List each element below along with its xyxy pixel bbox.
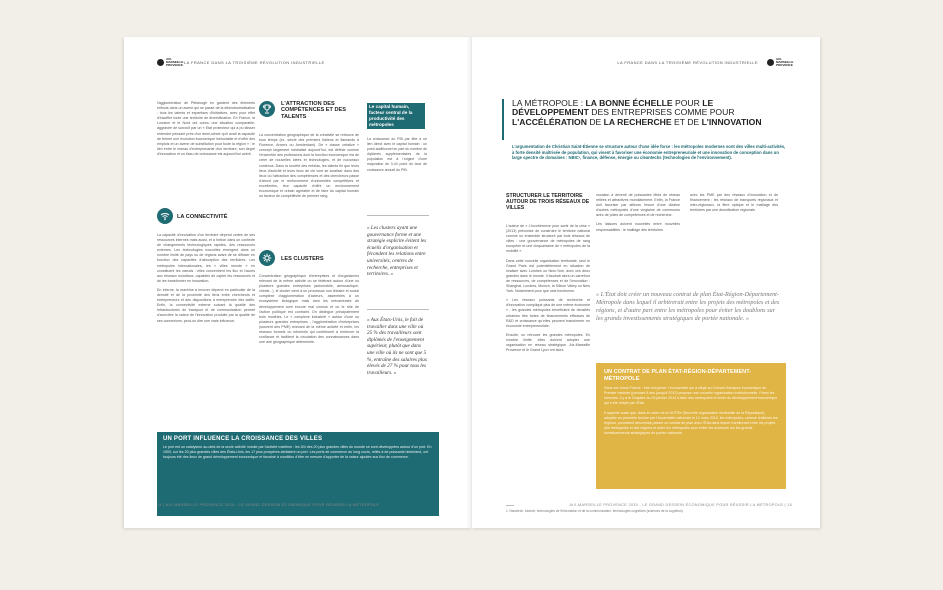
- column-1: [506, 224, 590, 494]
- paragraph: Dans cette nouvelle organisation territoriale, seul le Grand Paris est potentiellement en situation de rivaliser avec Londres ou New-York, avec ces deux grandes dans le monde. Il faudrait alors un carrefour de ressources, de compétences et de l'innovation : Shanghai, Londres, Munich, la Silicon Valley ou New York. Notamment pour que cela fonctionne.: [506, 258, 590, 294]
- connectivite-paragraph: La capacité d'innovation d'un territoire dépend certes de ses ressources internes mais aussi, et à fortiori dans un contexte de changements technologiques rapides, des ressources externes. Les technologies nouvelles émergent dans un nombre limité de pays ou de régions avant de se diffuser en fonction des capacités d'absorption des territoires. Les métropoles internationales, les « villes monde » en constituent les nœuds : elles concentrent les flux et l'accès aux réseaux mondiaux, capables de capter les ressources et de les transformer en innovation.: [157, 233, 255, 283]
- intro-text: [157, 101, 255, 161]
- logo-text: AIX-MARSEILLE PROVENCE: [776, 57, 794, 67]
- paragraph: L'auteur de « L'incohérence pour sortir de la crise » (2013) préconise de construire le territoire national comme un ensemble structuré par trois réseaux de villes : une gouvernance de métropoles de rang européen et une cinquantaine de « métropoles de la mobilité ».: [506, 224, 590, 254]
- contrat-box: [596, 363, 786, 489]
- title-accent-bar: [502, 99, 504, 140]
- column-2: [596, 193, 680, 283]
- left-page: [124, 37, 472, 528]
- contrat-box-title: UN CONTRAT DE PLAN ÉTAT-RÉGION-DÉPARTEMENT-MÉTROPOLE: [604, 369, 752, 382]
- paragraph: Ensuite, on retrouve les grandes métropoles. En nombre limité, elles doivent adopter une organisation en réseau stratégique. Aix-Marseille Provence et le Grand Lyon ont alors: [506, 332, 590, 353]
- paragraph: avec les PME par des réseaux d'innovation et de financement ; les réseaux de transports régionaux et inter-régionaux, la fibre optique et le maillage des territoires par une densification régionale.: [690, 193, 778, 213]
- port-box-text: Le port est un catalyseur au-delà de la seule activité induite par l'activité maritime : les 5/4 des 20 plus grandes villes du monde se sont développées autour d'un port. En 1900, sur les 20 plus grandes villes des États-Unis, les 17 plus prospères abritaient un port. Les ports de commerce au long cours, reliés à de puissants hinterland, ont toujours été des lieux de grand développement économique et favorisé à condition d'être en mesure d'apporter de la valeur ajoutée aux flux de commerce.: [163, 445, 432, 459]
- pull-quote: « L'État doit créer un nouveau contrat de plan État-Région-Département-Métropole dans lequel il arbitrerait entre les projets des métropoles et des régions, et d'autre part entre les métropoles pour éviter les doublons sur les grands investissements stratégiques de portée nationale. »: [596, 291, 780, 322]
- paragraph: Les liaisons doivent nouvelles entre nouvelles responsabilités : le maillage des territoires: [596, 222, 680, 232]
- quote-clusters: « Les clusters ayant une gouvernance forme et une stratégie explicite évitent les écueils d'organisation et fécondent les relations entre universités, centres de recherche, entreprises et territoires. »: [367, 225, 427, 278]
- lead-paragraph: L'argumentation de Christian Saint-Étienne se structure autour d'une idée force : les métropoles modernes sont des villes multi-activités, à forte densité maîtrisée de population, qui visent à favoriser une économie entrepreneuriale et une innovation de conception dans un large spectre de domaines : NBIC¹, finance, défense, énergie ou cleantechs (technologies de l'environnement).: [512, 144, 786, 161]
- running-header: LA FRANCE DANS LA TROISIÈME RÉVOLUTION INDUSTRIELLE: [617, 60, 758, 65]
- divider: [367, 215, 429, 216]
- clusters-text: [259, 274, 359, 434]
- contrat-paragraph: Il rappelle aussi que, dans le cadre de la NOTRe (Nouvelle organisation territoriale de la République), adoptée en première lecture par l'Assemblée nationale le 10 mars 2015, les métropoles, comme d'ailleurs les régions, pourraient désormais passer un contrat de plan avec l'État dans lequel il arbitrerait entre les projets des métropoles et des régions et entre les métropoles pour éviter les doublons sur les grands investissements stratégiques de portée nationale.: [604, 410, 778, 435]
- clusters-paragraph: Concentration géographique d'entreprises et d'organismes relevant de la même activité ou se fédérant autour d'une ou plusieurs grandes entreprises (automobile, aéronautique, chimie...), le cluster vient à un processus non linéaire et social complexe d'agglomération d'acteurs, assemblés à un écosystème biologique mais dont les mécanismes de développement sont encore mal connus et où le rôle de l'action politique est contraint. On distingue principalement trois modèles. Le « complexe industriel » autour d'une ou plusieurs grandes entreprises ; l'agglomération d'entreprises (souvent des PME) relevant de la même activité et enfin, les réseaux formels ou informels qui contribuent à renforcer la confiance et facilitent la circulation des connaissances dans une aire géographique déterminée.: [259, 274, 359, 345]
- logo: [767, 58, 792, 67]
- logo-mark-icon: [157, 59, 164, 66]
- side-text: La croissance du PIB par tête a un lien direct avec le capital humain : un point additionnel en part du nombre de diplômés supplémentaires de la population est à l'origine d'une majoration de 0,44 point du taux de croissance annuel du PIB.: [367, 137, 427, 172]
- contrat-paragraph: Dans son essai France : état d'urgence, l'économiste qui a siégé au Conseil d'analyse économique du Premier ministre (pendant 8 ans jusqu'à 2012) propose une nouvelle organisation institutionnelle. Parmi les mesures, il y a le Chapitre au 25 janvier 2014 à faire des métropoles le levier du développement économique qui a été relayé par l'État.: [604, 386, 778, 406]
- connectivite-paragraph: En interne, la machine à innover dépend en particulier de la densité et de la proximité des liens entre chercheurs et entrepreneurs et des dispositions à entreprendre des actifs. Enfin, la connectivité externe suivant la qualité des infrastructures de transport et de communication permet d'accroître la valeur de l'innovation produite par la qualité de ses connexions, peut-on dire une vraie influence.: [157, 287, 255, 323]
- logo-mark-icon: [767, 59, 774, 66]
- article-title: LA MÉTROPOLE : LA BONNE ÉCHELLE POUR LE DÉVELOPPEMENT DES ENTREPRISES COMME POUR L'ACCÉLÉRATION DE LA RECHERCHE ET DE L'INNOVATION: [512, 98, 762, 127]
- clusters-title: LES CLUSTERS: [281, 256, 324, 262]
- column-3: [690, 193, 778, 263]
- highlight-label: Le capital humain, facteur central de la productivité des métropoles: [367, 103, 425, 129]
- intro-paragraph: l'agglomération de Pittsburgh en gardent des éléments enfouis dans un avenir qui se passe de la désindustrialisation : tous les talents et expertises d'initiatives, avec pour effet d'insuffler toute une territoire de diversification. En France, la Lorraine et le Nord ont connu une situation comparable, aggravée de surcroît par un « Etat protecteur qui a pu laisser entendre pendant près d'un demi-siècle qu'il avait la capacité de freiner une évolution économique inéluctable et d'offrir des emplois et un avenir de substitution pour toute la région » : le lien entre le réseau d'entreprenariat d'un territoire, son degré d'innovation et un tissu de croissance est aujourd'hui avéré.: [157, 101, 255, 156]
- wifi-icon: [157, 208, 173, 224]
- quote-etats-unis: « Aux États-Unis, le fait de travailler dans une ville où 25 % des travailleurs sont diplômés de l'enseignement supérieur, plutôt que dans une ville où ils ne sont que 5 %, entraîne des salaires plus élevés de 27 % pour tous les travailleurs. »: [367, 317, 427, 376]
- divider: [367, 309, 429, 310]
- connectivite-title: LA CONNECTIVITÉ: [177, 214, 228, 220]
- footnote-rule: [506, 505, 514, 506]
- connectivite-text: [157, 233, 255, 443]
- logo: [157, 58, 182, 67]
- attraction-title: L'ATTRACTION DES COMPÉTENCES ET DES TALENTS: [281, 101, 346, 120]
- logo-text: AIX-MARSEILLE PROVENCE: [166, 57, 184, 67]
- paragraph: « Les réseaux puissants de recherche et d'innovation compliqué plus de une même économie » : les grandes métropoles bénéficient de densités urbaines très fortes de financements efficaces de R&D et croissance qu'elles peuvent transformer en économie entrepreneuriale.: [506, 298, 590, 328]
- port-box-title: UN PORT INFLUENCE LA CROISSANCE DES VILLES: [163, 436, 323, 442]
- right-page: [472, 37, 820, 528]
- footnote: 1. Nanotech, biotech, technologies de l'information et de la communication, technologies cognitives (sciences de la cognition).: [506, 509, 684, 513]
- running-header: LA FRANCE DANS LA TROISIÈME RÉVOLUTION INDUSTRIELLE: [184, 60, 325, 65]
- paragraph: vocation à devenir de puissantes têtes de réseau reliées et attractives mondialement. Enfin, la France doit favoriser par ailleurs l'essor d'une dizaine d'autres métropoles d'une vingtaine de communes avec de pôles de compétences et de recherche.: [596, 193, 680, 218]
- attraction-paragraph: La concentration géographique de la créativité se retrouve de tous temps (ex. siècle des premiers Italiens et flamands à Florence, Anvers ou Amsterdam). De « classe créative » concept largement médiatisé aujourd'hui, est définie comme l'ensemble des professions dont la fonction économique est de créer de nouvelles idées et technologies, et de nouveaux contenus. Dans la société des médias, les talents fin que leurs lieux d'activité et leurs lieux de vie vont se localiser dans des lieux où l'attraction des compétences et des chercheurs passe d'abord par le renforcement d'universités compétitives et excellentes, leur capacité d'offrir un environnement économique et urbain agréable et de faire du capital humain un facteur de compétitivité de premier rang.: [259, 133, 359, 199]
- page-footer-left: 14 | AIX-MARSEILLE PROVENCE 2030 - LE GRAND DESSEIN ÉCONOMIQUE POUR RÉUSSIR LA MÉTROPOLE: [157, 503, 380, 507]
- page-footer-right: AIX-MARSEILLE PROVENCE 2030 - LE GRAND DESSEIN ÉCONOMIQUE POUR RÉUSSIR LA MÉTROPOLE | 15: [569, 503, 792, 507]
- trophy-icon: [259, 101, 275, 117]
- structurer-title: STRUCTURER LE TERRITOIRE AUTOUR DE TROIS RÉSEAUX DE VILLES: [506, 193, 590, 211]
- gear-icon: [259, 250, 275, 266]
